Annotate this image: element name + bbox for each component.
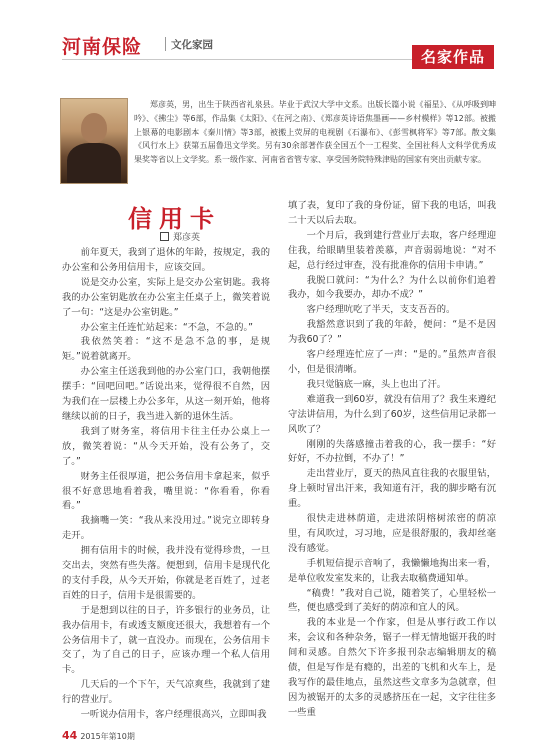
paragraph: 手机短信提示音响了，我懒懒地掏出来一看，是单位收发室发来的，让我去取稿费通知单。	[288, 557, 496, 584]
paragraph: 我到了财务室，将信用卡往主任办公桌上一放，微笑着说：“从今天开始，没有公务了，交了。”	[62, 425, 270, 467]
paragraph: 我只觉脑底一麻，头上也出了汗。	[306, 378, 447, 390]
author-photo	[60, 98, 128, 184]
section-name: 文化家园	[171, 39, 213, 51]
paragraph: 填了表，复印了我的身份证，留下我的电话，叫我二十天以后去取。	[288, 200, 496, 226]
byline-box-icon	[160, 232, 169, 241]
paragraph: 办公室主任连忙站起来：“不急，不急的。”	[80, 321, 253, 333]
paragraph: 前年夏天，我到了退休的年龄，按规定，我的办公室和公务用信用卡，应该交回。	[62, 247, 270, 273]
author-photo-head	[81, 113, 107, 143]
paragraph: 于是想到以往的日子，许多银行的业务员，让我办信用卡，有或透支额度还很大，我想着有一个公务信用卡了，就一直没办。而现在，公务信用卡交了，为了自己的日子，应该办理一个私人信用卡。	[62, 604, 270, 676]
paragraph: 刚刚的失落感撞击着我的心，我一摆手：“好好好，不办拉倒，不办了！”	[288, 438, 496, 465]
paragraph: 我依然笑着：“这不是急不急的事，是规矩。”说着就离开。	[62, 336, 270, 363]
paragraph: 很快走进林荫道，走进浓阴榕树浓密的荫凉里，有风吹过，习习地，应是很舒服的，我却丝毫没有感觉。	[288, 513, 496, 554]
paragraph: 一个月后，我到建行营业厅去取，客户经理迎住我，给眼睛里装着羡慕，声音弱弱地说：“对不起，总行经过审查，没有批准你的信用卡申请。”	[288, 229, 496, 271]
author-bio: 郑彦英，男，出生于陕西省礼泉县。毕业于武汉大学中文系。出版长篇小说《福星》、《从呼吸到呻吟》、《拂尘》等6部，作品集《太阳》、《在河之南》、《郑彦英诗语焦墨画——乡村模样》等12部。被搬上银幕的电影剧本《秦川情》等3部，被搬上荧屏的电视剧《石瀑布》、《彭雪枫将军》等7部。散文集《风行水上》获第五届鲁迅文学奖。另有30余部著作获全国五个一工程奖、全国社科人文科学优秀成果奖等省以上文学奖。系一级作家、河南省省管专家、享受国务院特殊津贴的国家有突出贡献专家。	[134, 100, 496, 165]
article-column-left	[62, 246, 270, 723]
page-footer	[62, 729, 135, 742]
paragraph: 几天后的一个下午，天气凉爽些，我就到了建行的营业厅。	[62, 679, 270, 706]
byline-author: 郑彦英	[173, 233, 201, 243]
paragraph: 我脱口就问：“为什么？为什么以前你们追着我办，如今我要办，却办不成？”	[288, 274, 496, 301]
paragraph: “稿费！”我对自己说，随着笑了，心里轻松一些，便也感受到了美好的荫凉和宜人的风。	[288, 587, 496, 614]
issue-label: 2015年第10期	[80, 732, 135, 741]
paragraph: 走出营业厅，夏天的热风直往我的衣服里钻，身上顿时冒出汗来，我知道有汗，我的脚步略有沉重。	[288, 468, 496, 510]
column-tag: 名家作品	[412, 45, 494, 69]
article-title: 信用卡	[128, 204, 221, 233]
header-separator	[165, 37, 166, 51]
paragraph: 财务主任很厚道，把公务信用卡拿起来，似乎很不好意思地看着我，嘴里说：“你看看，你看看。”	[62, 470, 270, 512]
article-byline	[160, 230, 200, 243]
paragraph: 客户经理连忙应了一声：“是的。”虽然声音很小，但是很清晰。	[288, 349, 496, 375]
paragraph: 拥有信用卡的时候，我并没有觉得珍贵，一旦交出去，突然有些失落。便想到，信用卡是现代化的支付手段，从今天开始，你就是老百姓了，过老百姓的日子，信用卡是很需要的。	[62, 545, 270, 601]
article-column-right	[288, 199, 496, 721]
paragraph: 我摘嘴一笑：“我从来没用过。”说完立即转身走开。	[62, 515, 270, 542]
author-photo-body	[67, 143, 121, 184]
paragraph: 说是交办公室，实际上是交办公室钥匙。我将我的办公室钥匙放在办公室主任桌子上，微笑着说了一句：“这是办公室钥匙。”	[62, 276, 270, 318]
paragraph: 我的本业是一个作家，但是从事行政工作以来，会议和各种杂务，锯子一样无情地锯开我的时间和灵感。自然欠下许多报刊杂志编辑朋友的稿债，但是写作是有瘾的，出差的飞机和火车上，是我写作的最佳地点，虽然这些文章多为急就章，但因为被锯开的太多的灵感挤压在一起，文字往往多一些重	[288, 617, 496, 718]
page-number: 44	[62, 729, 78, 742]
paragraph: 一听说办信用卡，客户经理很高兴，立即叫我	[80, 709, 267, 721]
paragraph: 客户经理吭吃了半天，支支吾吾的。	[306, 304, 456, 316]
paragraph: 难道我一到60岁，就没有信用了？我生来遵纪守法讲信用，为什么到了60岁，这些信用记录都一风吹了？	[288, 393, 496, 435]
paragraph: 我豁然意识到了我的年龄，便问：“是不是因为我60了？”	[288, 319, 496, 346]
magazine-title: 河南保险	[62, 36, 143, 58]
paragraph: 办公室主任送我到他的办公室门口，我朝他摆摆手：“回吧回吧。”话说出来，觉得很不自然，因为我们在一层楼上办公多年，从这一刻开始，他将继续以前的日子，我当进入新的退休生活。	[62, 366, 270, 422]
